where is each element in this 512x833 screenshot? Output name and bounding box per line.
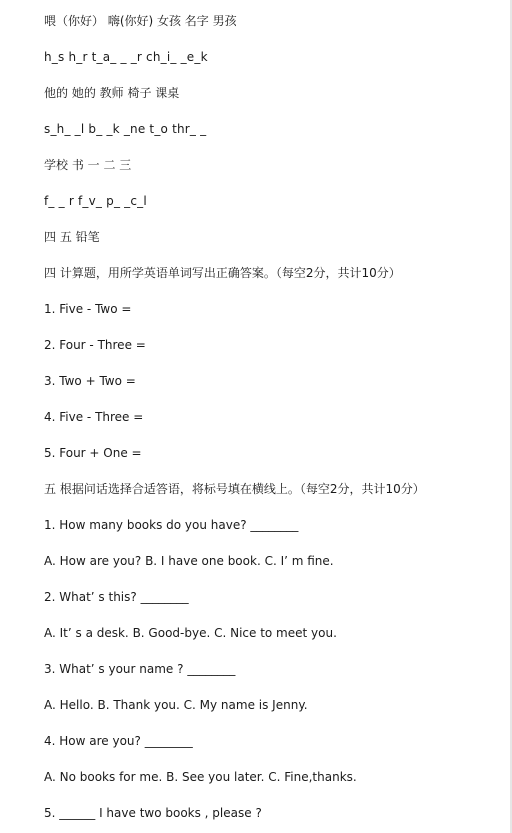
dialogue-question-2: 2. What’ s this? ________	[44, 590, 189, 604]
spelling-row-2: s_h_ _l b_ _k _ne t_o thr_ _	[44, 122, 207, 136]
dialogue-question-5: 5. ______ I have two books , please ?	[44, 806, 262, 820]
dialogue-options-4: A. No books for me. B. See you later. C. Fine,thanks.	[44, 770, 357, 784]
section-four-heading: 四 计算题，用所学英语单词写出正确答案。（每空2分，共计10分）	[44, 266, 401, 280]
math-question-4: 4. Five - Three =	[44, 410, 144, 424]
math-question-3: 3. Two + Two =	[44, 374, 136, 388]
dialogue-options-1: A. How are you? B. I have one book. C. I’ m fine.	[44, 554, 334, 568]
math-question-5: 5. Four + One =	[44, 446, 142, 460]
vocab-chinese-row-1: 喂（你好） 嗨(你好) 女孩 名字 男孩	[44, 14, 237, 28]
math-question-2: 2. Four - Three =	[44, 338, 146, 352]
vocab-chinese-row-2: 他的 她的 教师 椅子 课桌	[44, 86, 180, 100]
dialogue-question-1: 1. How many books do you have? ________	[44, 518, 299, 532]
dialogue-options-3: A. Hello. B. Thank you. C. My name is Jenny.	[44, 698, 308, 712]
spelling-row-3: f_ _ r f_v_ p_ _c_l	[44, 194, 147, 208]
dialogue-question-4: 4. How are you? ________	[44, 734, 193, 748]
spelling-row-1: h_s h_r t_a_ _ _r ch_i_ _e_k	[44, 50, 208, 64]
dialogue-question-3: 3. What’ s your name ? ________	[44, 662, 236, 676]
vocab-chinese-row-4: 四 五 铅笔	[44, 230, 100, 244]
dialogue-options-2: A. It’ s a desk. B. Good-bye. C. Nice to meet you.	[44, 626, 337, 640]
section-five-heading: 五 根据问话选择合适答语，将标号填在横线上。（每空2分，共计10分）	[44, 482, 425, 496]
math-question-1: 1. Five - Two =	[44, 302, 132, 316]
vocab-chinese-row-3: 学校 书 一 二 三	[44, 158, 132, 172]
